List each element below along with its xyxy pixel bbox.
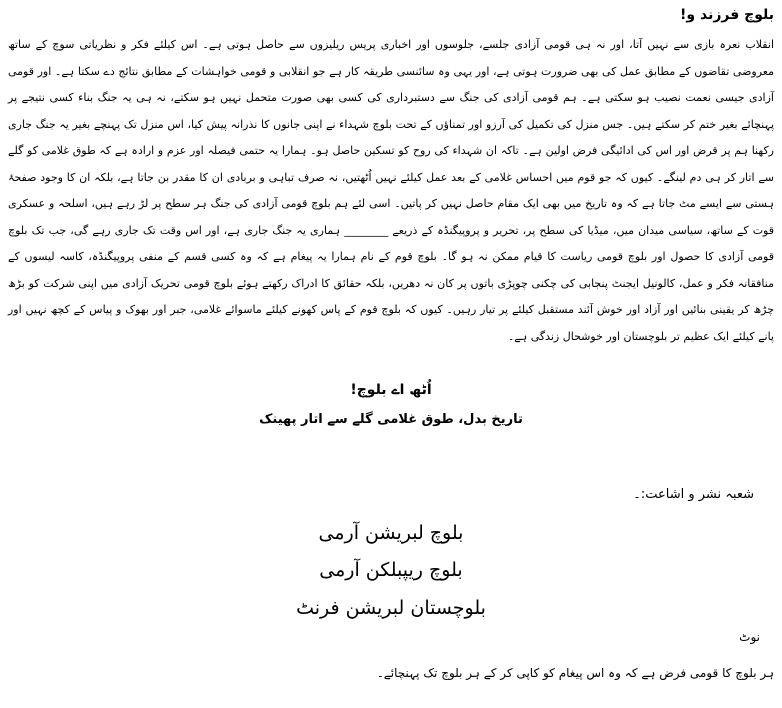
organization-name: بلوچ ریپبلکن آرمی <box>319 559 463 581</box>
note-label: نوٹ <box>739 630 760 644</box>
organization-name: بلوچستان لبریشن فرنٹ <box>296 597 486 619</box>
body-paragraph: انقلاب نعرہ بازی سے نہیں آتا، اور نہ ہی قومی آزادی جلسے، جلوسوں اور اخباری پریس ریلیزوں سے حاصل ہوتی ہے۔ اس کیلئے فکر و نظریاتی سوچ کے ساتھ معروضی تقاضوں کے مطابق عمل کی بھی ضرورت ہوتی ہے، اور یہی وہ سائنسی طریقہ کار ہے جو انقلابی و قومی خواہشات کے مطابق نتائج دے سکتا ہے۔ اور قومی آزادی جیسی نعمت نصیب ہو سکتی ہے۔ ہم قومی آزادی کی جنگ سے دستبرداری کی کسی بھی صورت متحمل نہیں ہو سکتے، نہ ہی یہ جنگ بناء کسی نتیجے پر پہنچائے بغیر ختم کر سکتے ہیں۔ جس منزل کی تکمیل کی آرزو اور تمناؤں کے تحت بلوچ شہداء نے اپنی جانوں کا نذرانہ پیش کیا، اس منزل تک پہنچے بغیر یہ جنگ جاری رکھنا ہم پر قرض اور اس کی ادائیگی فرض اولین ہے۔ تاکہ ان شہداء کی روح کو تسکین حاصل ہو۔ ہمارا یہ حتمی فیصلہ اور عزم و ارادہ ہے کہ طوق غلامی کو گلے سے اتار کر ہی دم لینگے۔ کیوں کہ جو قوم میں احساس غلامی کے بعد عمل کیلئے نہیں اُٹھتیں، نہ صرف تباہی و بربادی ان کا مقدر بن جاتا ہے، بلکہ ان کا وجود صفحۂ ہستی سے ایسے مٹ جاتا ہے کہ وہ تاریخ میں بھی ایک مقام حاصل نہیں کر پاتیں۔ اسی لئے ہم بلوچ قومی آزادی کی جنگ ہر سطح پر لڑ رہے ہیں، اسلحہ و عسکری قوت کے ساتھ، سیاسی میدان میں، میڈیا کی سطح پر، تحریر و پروپیگنڈہ کے ذریعے ________ ہماری یہ جنگ جاری ہے، اور اس وقت تک جاری رہے گی، جب تک بلوچ قومی آزادی کا حصول اور بلوچ قومی ریاست کا قیام ممکن نہ ہو گا۔ بلوچ قوم کے نام ہمارا یہ پیغام ہے کہ وہ کسی قسم کے منفی پروپیگنڈہ، کاسہ لیسوں کے منافقانہ فکر و عمل، کالونیل ایجنٹ پنجابی کی چکنی چوپڑی باتوں پر کان نہ دھریں، بلکہ حقائق کا ادراک رکھتے ہوئے بلوچ قومی تحریک آزادی میں اپنی شرکت کو بڑھ چڑھ کر یقینی بنائیں اور آزاد اور خوش آئند مستقبل کیلئے پر تیار رہیں۔ کیوں کہ بلوچ قوم کے پاس کھونے کیلئے ماسوائے غلامی، جبر اور بھوک و پیاس کے کچھ نہیں اور پانے کیلئے ایک عظیم تر بلوچستان اور خوشحال زندگی ہے۔ <box>8 38 774 343</box>
note-text: ہر بلوچ کا قومی فرض ہے کہ وہ اس پیغام کو کاپی کر کے ہر بلوچ تک پہنچائے۔ <box>376 666 774 680</box>
organization-name: بلوچ لبریشن آرمی <box>318 522 464 544</box>
salutation-heading: بلوچ فرزند و! <box>680 7 774 23</box>
slogan-line-1: اُٹھ اے بلوچ! <box>350 382 432 398</box>
slogan-line-2: تاریخ بدل، طوق غلامی گلے سے اتار پھینک <box>259 412 523 427</box>
publication-label: شعبہ نشر و اشاعت:۔ <box>633 487 754 502</box>
